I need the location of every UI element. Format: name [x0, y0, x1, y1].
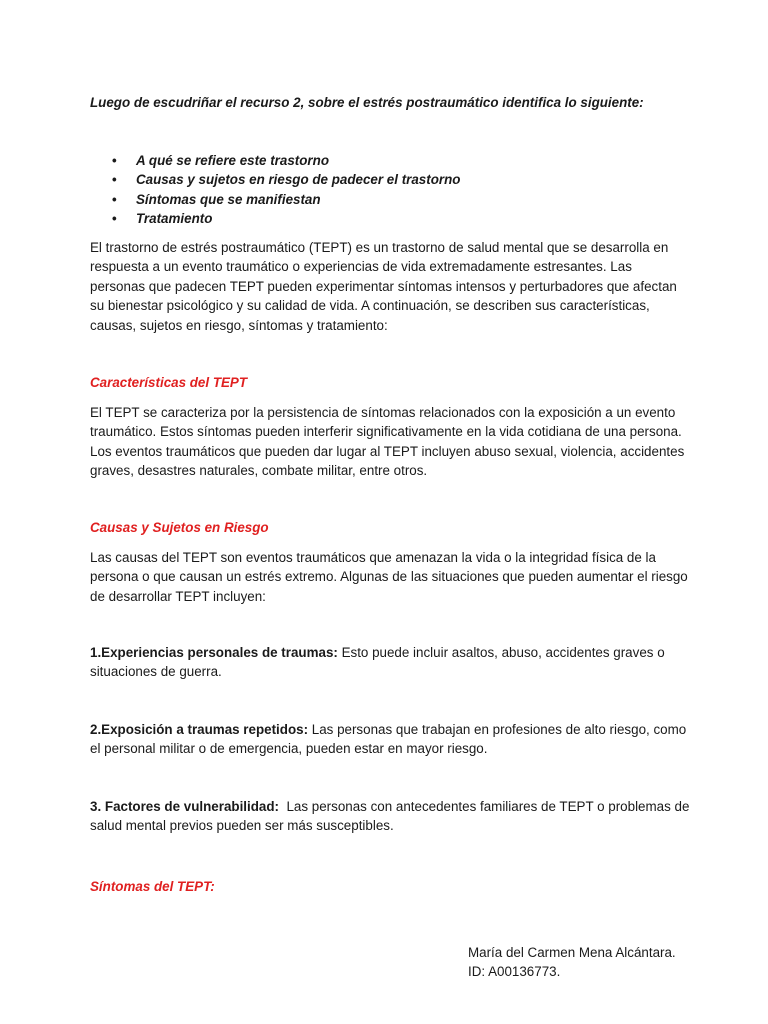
risk-item-label: 3. Factores de vulnerabilidad:	[90, 799, 280, 814]
bullet-item	[90, 209, 690, 228]
question-bullet-list	[90, 151, 690, 229]
author-id: ID: A00136773.	[468, 964, 561, 980]
bullet-text: Tratamiento	[136, 211, 213, 227]
section-heading-sintomas: Síntomas del TEPT:	[90, 879, 215, 894]
bullet-text: Síntomas que se manifiestan	[136, 191, 321, 207]
risk-item-label: 2.Exposición a traumas repetidos:	[90, 722, 309, 737]
author-name: María del Carmen Mena Alcántara.	[468, 945, 676, 960]
intro-instruction: Luego de escudriñar el recurso 2, sobre el estrés postraumático identifica lo siguiente:	[90, 95, 644, 110]
risk-item-label: 1.Experiencias personales de traumas:	[90, 645, 338, 660]
bullet-item	[90, 190, 690, 209]
section-heading-causas: Causas y Sujetos en Riesgo	[90, 520, 269, 535]
bullet-item	[90, 151, 690, 170]
bullet-glyph: •	[112, 153, 117, 168]
section-heading-caracteristicas: Características del TEPT	[90, 375, 248, 390]
risk-item	[90, 643, 690, 682]
author-signature	[468, 943, 728, 982]
risk-item-text: Las personas con antecedentes familiares de TEPT o problemas de salud mental previos pueden ser más susceptibles.	[90, 799, 694, 834]
bullet-text: A qué se refiere este trastorno	[136, 153, 329, 168]
section-body-causas: Las causas del TEPT son eventos traumáticos que amenazan la vida o la integridad física de la persona o que causan un estrés extremo. Algunas de las situaciones que pueden aumentar el riesgo de desarrollar TEPT incluyen:	[90, 550, 688, 604]
bullet-glyph: •	[112, 191, 117, 207]
intro-paragraph: El trastorno de estrés postraumático (TEPT) es un trastorno de salud mental que se desarrolla en respuesta a un evento traumático o experiencias de vida extremadamente estresantes. Las personas que padecen TEPT pueden experimentar síntomas intensos y perturbadores que afectan su bienestar psicológico y su calidad de vida. A continuación, se describen sus características, causas, sujetos en riesgo, síntomas y tratamiento:	[90, 240, 677, 333]
section-body-caracteristicas: El TEPT se caracteriza por la persistencia de síntomas relacionados con la exposición a un evento traumático. Estos síntomas pueden interferir significativamente en la vida cotidiana de una persona. Los eventos traumáticos que pueden dar lugar al TEPT incluyen abuso sexual, violencia, accidentes graves, desastres naturales, combate militar, entre otros.	[90, 405, 685, 479]
bullet-text: Causas y sujetos en riesgo de padecer el trastorno	[136, 172, 461, 188]
bullet-glyph: •	[112, 211, 117, 227]
risk-item-text: Las personas que trabajan en profesiones de alto riesgo, como el personal militar o de emergencia, pueden estar en mayor riesgo.	[90, 722, 687, 757]
bullet-item	[90, 170, 690, 189]
risk-item	[90, 797, 694, 836]
risk-item-text: Esto puede incluir asaltos, abuso, accidentes graves o situaciones de guerra.	[90, 645, 665, 680]
risk-item	[90, 720, 690, 759]
bullet-glyph: •	[112, 172, 117, 188]
